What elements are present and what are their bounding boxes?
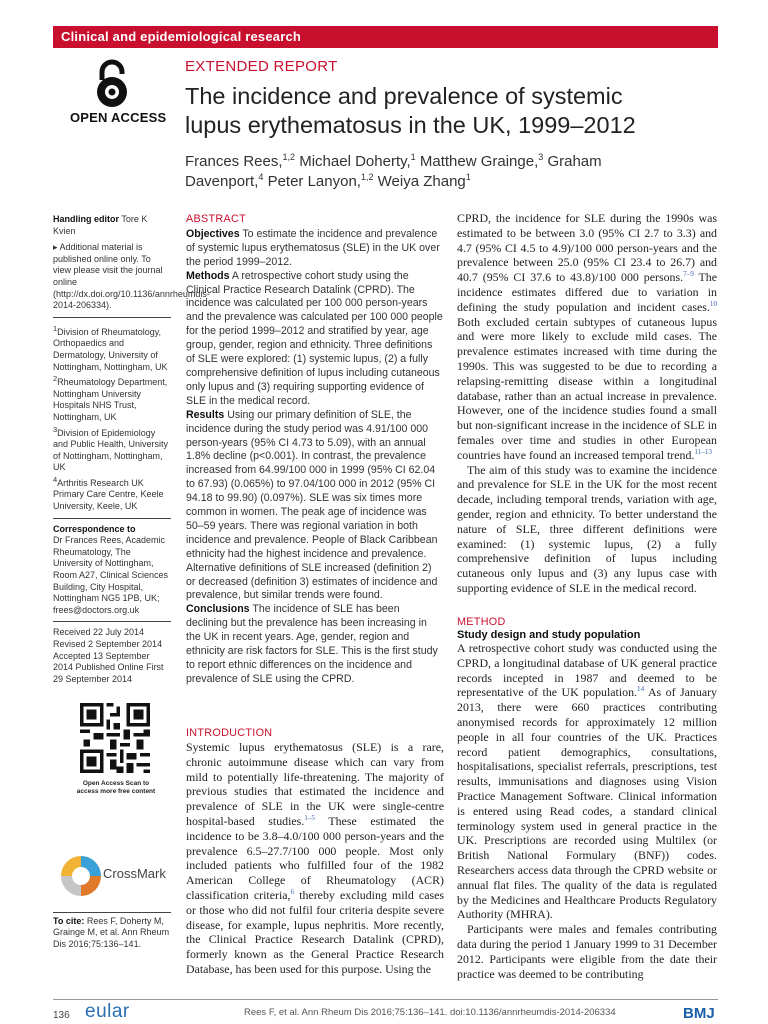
additional-material-note[interactable]: ▸ Additional material is published online only. To view please visit the journal online (http://dx.doi.org/10.1136/annrheumdis-2014-206334). — [53, 242, 210, 311]
introduction-body — [186, 740, 444, 977]
reference-link[interactable]: 6 — [290, 888, 295, 896]
reference-link[interactable]: 14 — [637, 685, 645, 694]
qr-code-icon[interactable] — [80, 703, 150, 773]
method-subheading: Study design and study population — [457, 629, 641, 641]
author[interactable]: Frances Rees,$^{1,2}$ — [185, 152, 296, 170]
author-list — [185, 152, 675, 192]
introduction-heading: INTRODUCTION — [186, 727, 273, 739]
right-column-body — [457, 211, 717, 596]
report-type: EXTENDED REPORT — [185, 58, 338, 75]
footer-divider — [53, 999, 718, 1000]
reference-link[interactable]: 11–13 — [694, 447, 712, 456]
correspondence: Correspondence to Dr Frances Rees, Academic Rheumatology, The University of Nottingham, Room A27, Clinical Sciences Building, City Hospital, Nottingham NG5 1PB, UK; frees@doctors.org.uk — [53, 523, 169, 615]
abstract-results: Results Using our primary definition of SLE, the incidence during the study period was 4.91/100 000 person-years (95% CI 4.73 to 5.09), with an annual 1.8% decline (p<0.001). In contrast, the prevalence increased from 64.99/100 000 in 1999 (95% CI 62.04 to 67.93) (0.065%) to 97.04/100 000 in 2012 (95% CI 94.18 to 99.90) (0.097%). SLE was six times more common in women. The peak age of incidence was 50–59 years. There was regional variation in both incidence and prevalence. People of Black Caribbean ethnicity had the highest incidence and prevalence. Alternative definitions of SLE increased (definition 2) or decreased (definition 3) estimates of incidence and prevalence, but similar trends were found. — [186, 408, 438, 602]
abstract-conclusions: Conclusions The incidence of SLE has been declining but the prevalence has been increasing in the UK in recent years. Age, gender, region and ethnicity are risk factors for SLE. This is the first study to report ethnic differences on the incidence and prevalence of SLE using the CPRD. — [186, 603, 438, 685]
abstract-objectives: Objectives To estimate the incidence and prevalence of systemic lupus erythematosus (SLE) in the UK over the period 1999–2012. — [186, 227, 440, 268]
citation-box: To cite: Rees F, Doherty M, Grainge M, et al. Ann Rheum Dis 2016;75:136–141. — [53, 912, 171, 950]
open-access-lock-icon — [92, 58, 132, 110]
eular-logo: eular — [85, 1001, 130, 1022]
crossmark-label[interactable]: CrossMark — [103, 866, 166, 881]
handling-editor: Handling editor Tore K Kvien — [53, 214, 148, 236]
divider — [53, 518, 171, 519]
section-banner: Clinical and epidemiological research — [53, 26, 718, 48]
open-access-label: OPEN ACCESS — [70, 110, 167, 125]
abstract-heading: ABSTRACT — [186, 213, 246, 225]
reference-link[interactable]: 10 — [709, 299, 717, 308]
paragraph: Systemic lupus erythematosus (SLE) is a rare, chronic autoimmune disease which can vary from mild to potentially life-threatening. The majority of previous studies that estimated the incidence and prevalence of SLE in the UK were single-centre hospital-based studies.$^{1-5}$ These estimated the incidence to be 3.8–4.0/100 000 person-years and the prevalence 6.5–27.7/100 000 people. Most only included patients who fulfilled four of the 1982 American College of Rheumatology (ACR) classification criteria,$^6$ thereby excluding mild cases or those who did not fulfil four criteria despite severe disease, for example, lupus nephritis. More recently, the Clinical Practice Research Datalink (CPRD), formerly known as the General Practice Research Database, has been used for this purpose. Using the — [186, 740, 444, 976]
abstract-methods: Methods A retrospective cohort study using the Clinical Practice Research Datalink (CPRD). The incidence was calculated per 100 000 person-years and the prevalence was calculated per 100 000 people for the period 1999–2012 and stratified by year, age group, gender, region and ethnicity. Three definitions of SLE were explored: (1) systemic lupus, (2) a fully comprehensive definition of lupus including cutaneous only lupus and (3) requiring supporting evidence of SLE in the medical record. — [186, 269, 443, 407]
paragraph: The aim of this study was to examine the incidence and prevalence for SLE in the UK for the most recent decade, including temporal trends, variation with age, gender, region and ethnicity. To better understand the nature of SLE, three different definitions were examined: (1) systemic lupus, (2) a fully comprehensive definition of lupus including cutaneous only lupus and (3) any lupus case with supporting evidence of SLE in the medical record. — [457, 462, 717, 595]
affiliation: $^3$Division of Epidemiology and Public Health, University of Nottingham, Nottingham, UK — [53, 424, 169, 473]
paragraph: CPRD, the incidence for SLE during the 1990s was estimated to be between 3.0 (95% CI 2.7 to 3.3) and 4.7 (95% CI 4.5 to 4.9)/100 000 person-years and the prevalence between 25.0 (95% CI 23.4 to 26.7) and 40.7 (95% CI 37.6 to 43.8)/100 000 persons.$^{7-9}$ The incidence estimates differed due to variation in defining the study population and incident cases.$^{10}$ Both excluded certain subtypes of cutaneous lupus and were more likely to exclude mild cases. The prevalence estimates increased with time during the 1990s. This was suggested to be due to recording a relapsing-remitting disease within a longitudinal database, rather than an actual increase in prevalence. However, one of the incidence studies found a small but non-significant increase in the incidence of SLE in females over time and studies in other European countries have found an increased temporal trend.$^{11-13}$ — [457, 211, 717, 462]
article-title: The incidence and prevalence of systemic lupus erythematosus in the UK, 1999–2012 — [185, 83, 636, 138]
paragraph: A retrospective cohort study was conducted using the CPRD, a longitudinal database of UK general practice records incepted in 1987 and deemed to be representative of the UK population.$^{14}$ As of January 2013, there were 660 practices contributing anonymised records for approximately 12 million people in all four countries of the UK. Practices record patient demographics, consultations, hospitalisations, specialist referrals, prescriptions, test results, immunisations and diagnoses using Vision Practice Management Software. Clinical information is entered using Read codes, a standard clinical terminology system used in general practice in the UK. Prescriptions are recorded using Multilex (or British National Formulary (BNF)) codes. Researchers access data through the CPRD website or annual flat files. The quality of the data is regulated by the Medicines and Healthcare Products Regulatory Authority (MHRA). — [457, 641, 717, 922]
author[interactable]: Michael Doherty,$^1$ — [299, 152, 416, 170]
divider — [53, 317, 171, 318]
page-number: 136 — [53, 1010, 70, 1021]
author[interactable]: Peter Lanyon,$^{1,2}$ — [267, 172, 374, 190]
affiliation: $^2$Rheumatology Department, Nottingham University Hospitals NHS Trust, Nottingham, UK — [53, 374, 168, 422]
paragraph: Participants were males and females contributing data during the period 1 January 1999 to 31 December 2012. Participants were eligible from the date their practice was deemed to be contributing — [457, 922, 717, 981]
abstract — [186, 213, 443, 687]
footer-citation: Rees F, et al. Ann Rheum Dis 2016;75:136–141. doi:10.1136/annrheumdis-2014-206334 — [244, 1007, 616, 1018]
divider — [53, 621, 171, 622]
crossmark-icon[interactable] — [60, 855, 102, 897]
method-body — [457, 641, 717, 981]
author[interactable]: Graham Davenport,$^4$ — [185, 153, 602, 190]
affiliation: $^4$Arthritis Research UK Primary Care Centre, Keele University, Keele, UK — [53, 474, 164, 512]
reference-link[interactable]: 1–5 — [304, 814, 315, 823]
author[interactable]: Matthew Grainge,$^3$ — [419, 152, 544, 170]
article-dates: Received 22 July 2014 Revised 2 September 2014 Accepted 13 September 2014 Published Online First 29 September 2014 — [53, 627, 164, 684]
author[interactable]: Weiya Zhang$^1$ — [377, 172, 471, 190]
bmj-logo: BMJ — [683, 1005, 715, 1022]
reference-link[interactable]: 7–9 — [683, 270, 694, 279]
qr-caption: Open Access Scan to access more free content — [76, 780, 156, 795]
method-heading: METHOD — [457, 616, 506, 628]
article-sidebar — [53, 214, 210, 690]
affiliation: $^1$Division of Rheumatology, Orthopaedics and Dermatology, University of Nottingham, Nottingham, UK — [53, 323, 168, 372]
